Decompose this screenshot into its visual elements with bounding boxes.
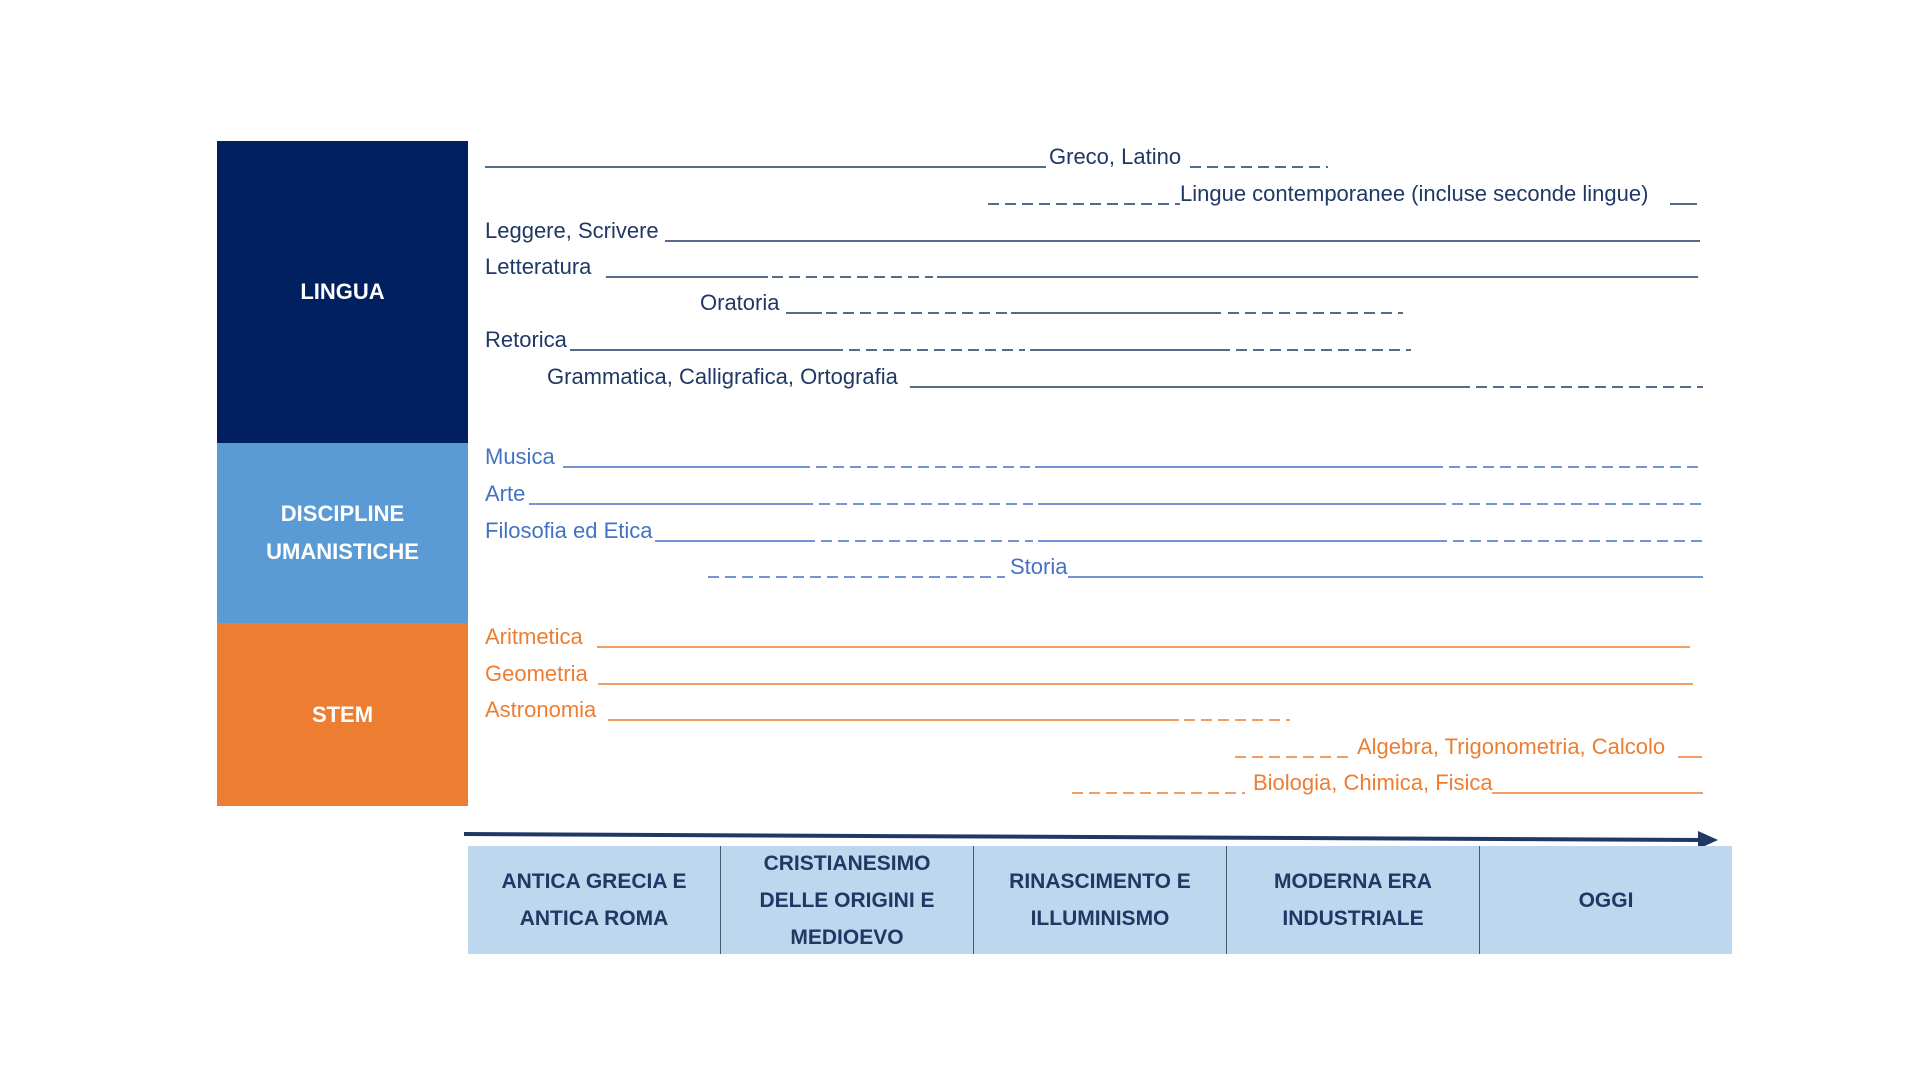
category-stem-label: STEM	[311, 701, 374, 727]
era-label-line: RINASCIMENTO E	[1009, 870, 1191, 893]
subject-leggere-scrivere: Leggere, Scrivere	[485, 218, 659, 243]
era-label-line: INDUSTRIALE	[1282, 907, 1424, 930]
era-oggi	[1479, 846, 1732, 954]
era-antica-grecia-roma	[468, 846, 720, 954]
subject-filosofia: Filosofia ed Etica	[485, 518, 653, 543]
era-label-line: MEDIOEVO	[790, 925, 904, 949]
category-umane-label-line2: UMANISTICHE	[266, 539, 419, 564]
era-label-line: ANTICA GRECIA E	[501, 870, 687, 893]
subject-arte: Arte	[485, 481, 526, 506]
category-lingua-label: LINGUA	[300, 279, 385, 304]
era-label-line: DELLE ORIGINI E	[759, 888, 935, 912]
subject-lingue-contemporanee: Lingue contemporanee (incluse seconde lingue)	[1180, 181, 1649, 206]
subject-astronomia: Astronomia	[485, 697, 597, 722]
subject-algebra: Algebra, Trigonometria, Calcolo	[1357, 734, 1666, 759]
era-label-line: OGGI	[1578, 888, 1634, 912]
subject-geometria: Geometria	[485, 661, 588, 686]
subject-grammatica: Grammatica, Calligrafica, Ortografia	[547, 364, 898, 389]
subject-greco-latino: Greco, Latino	[1049, 144, 1182, 169]
subject-storia: Storia	[1010, 554, 1068, 579]
timeline-eras	[468, 846, 1732, 954]
subject-oratoria: Oratoria	[700, 290, 780, 315]
era-cristianesimo-medioevo	[720, 846, 973, 954]
era-label-line: CRISTIANESIMO	[763, 851, 931, 875]
era-label-line: ILLUMINISMO	[1030, 907, 1170, 930]
timeline-arrow-line	[464, 834, 1700, 840]
subject-aritmetica: Aritmetica	[485, 624, 583, 649]
category-umane-label-line1: DISCIPLINE	[280, 501, 405, 526]
era-label-line: ANTICA ROMA	[519, 907, 669, 930]
subject-letteratura: Letteratura	[485, 254, 592, 279]
subject-biologia: Biologia, Chimica, Fisica	[1253, 770, 1493, 795]
era-rinascimento-illuminismo	[973, 846, 1226, 954]
subject-retorica: Retorica	[485, 327, 567, 352]
era-label-line: MODERNA ERA	[1274, 870, 1432, 893]
subject-musica: Musica	[485, 444, 555, 469]
era-moderna-industriale	[1226, 846, 1479, 954]
